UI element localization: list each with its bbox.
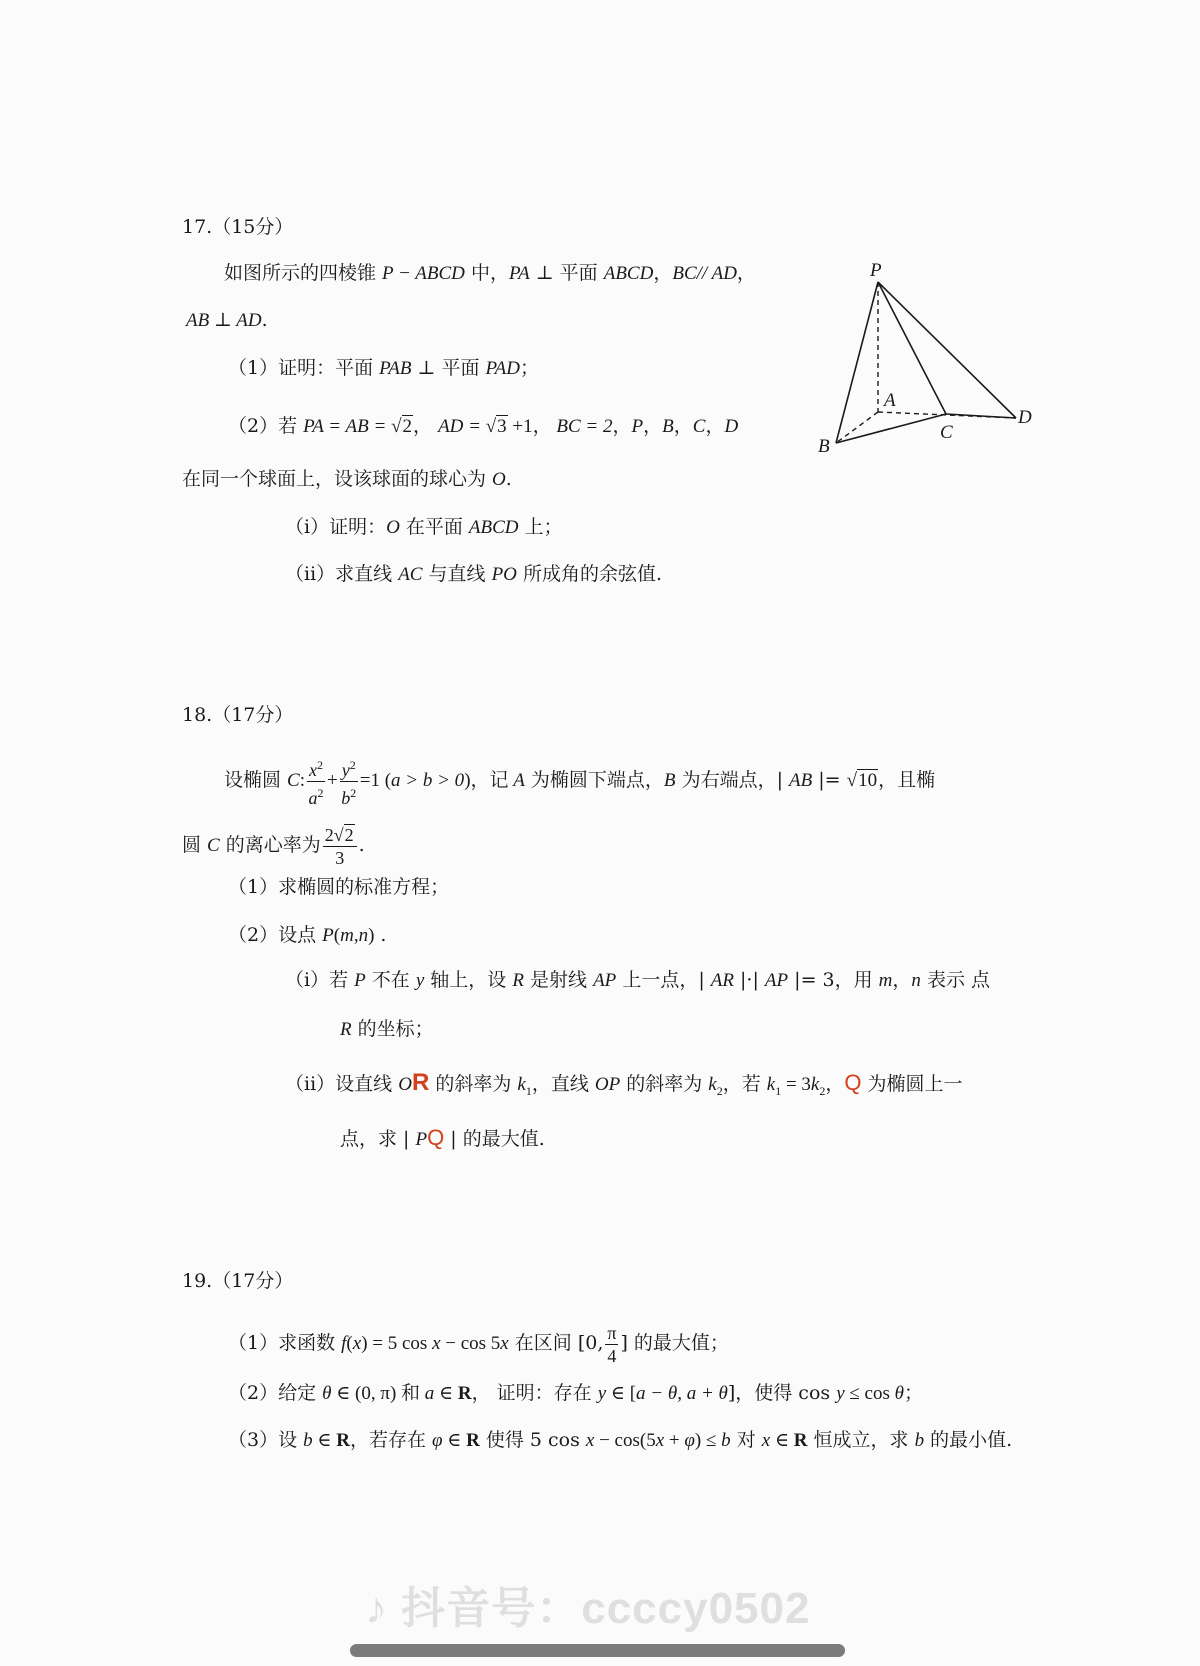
- q17-sub-i: （ⅰ）证明：O 在平面 ABCD 上；: [285, 516, 563, 538]
- q19-part2: （2）给定 θ ∈ (0, π) 和 a ∈ R， 证明：存在 y ∈ [a − θ, a + θ]，使得 cos y ≤ cos θ；: [228, 1382, 923, 1404]
- q18-stem-line2: 圆 C 的离心率为 $\frac{2√2}{3}$ .: [182, 824, 365, 868]
- handwritten-q2: Q: [427, 1125, 445, 1150]
- q19-heading: 19.（17分）: [182, 1270, 294, 1292]
- label-p: P: [870, 260, 882, 281]
- q18-part2: （2）设点 P(m,n) .: [228, 924, 387, 946]
- q17-stem-line1: 如图所示的四棱锥 P − ABCD 中，PA ⊥ 平面 ABCD，BC// AD，: [224, 262, 756, 284]
- q17-part2-cont: 在同一个球面上，设该球面的球心为 O.: [182, 468, 512, 490]
- q18-sub-i: （ⅰ）若 P 不在 y 轴上，设 R 是射线 AP 上一点，| AR |·| AP |= 3，用 m，n 表示 点: [285, 969, 990, 991]
- q18-sub-i-cont: R 的坐标；: [340, 1018, 434, 1040]
- label-b: B: [818, 436, 830, 457]
- douyin-watermark: ♪ 抖音号：ccccy0502: [365, 1584, 811, 1633]
- fraction-x2-a2: $\frac{x^2}{a^2}$: [307, 754, 325, 809]
- handwritten-r: R: [411, 1069, 430, 1096]
- edge-ad: [878, 412, 1016, 418]
- q17-stem-line2: AB ⊥ AD.: [186, 309, 268, 331]
- q17-sub-ii: （ⅱ）求直线 AC 与直线 PO 所成角的余弦值.: [285, 563, 662, 585]
- q18-stem-line1: 设椭圆 C: $\frac{x^2}{a^2}$ + $\frac{y^2}{b^2}$ =1 (a > b > 0)，记 A 为椭圆下端点，B 为右端点，| AB |= √10，且椭: [224, 750, 935, 811]
- pyramid-figure: [800, 252, 1040, 472]
- fraction-eccentricity: $\frac{2√2}{3}$: [323, 824, 357, 869]
- q19-part3: （3）设 b ∈ R，若存在 φ ∈ R 使得 5 cos x − cos(5x + φ) ≤ b 对 x ∈ R 恒成立，求 b 的最小值.: [228, 1429, 1013, 1451]
- home-indicator[interactable]: [350, 1644, 845, 1657]
- edge-bc: [836, 414, 946, 443]
- q18-heading: 18.（17分）: [182, 704, 294, 726]
- q17-part2: （2）若 PA = AB = √2， AD = √3 +1， BC = 2，P，B，C，D: [228, 415, 739, 437]
- handwritten-q: Q: [844, 1070, 862, 1095]
- q17-heading: 17.（15分）: [182, 216, 294, 238]
- label-d: D: [1018, 407, 1032, 428]
- q17-part1: （1）证明：平面 PAB ⊥ 平面 PAD；: [228, 357, 540, 379]
- fraction-y2-b2: $\frac{y^2}{b^2}$: [340, 754, 358, 809]
- edge-pd: [878, 282, 1016, 418]
- q18-sub-ii-cont: 点，求 | PQ | 的最大值.: [340, 1125, 545, 1150]
- q18-sub-ii: （ⅱ）设直线 OR 的斜率为 $k_1$，直线 OP 的斜率为 $k_2$，若 $k_1 = 3k_2$，Q 为椭圆上一: [285, 1069, 963, 1098]
- label-c: C: [940, 422, 953, 443]
- q19-part1: （1）求函数 f(x) = 5 cos x − cos 5x 在区间 [0, $\frac{\pi}{4}$ ] 的最大值；: [228, 1322, 729, 1366]
- label-a: A: [884, 390, 896, 411]
- fraction-pi-4: $\frac{\pi}{4}$: [607, 1322, 617, 1366]
- edge-pb: [836, 282, 878, 443]
- q18-part1: （1）求椭圆的标准方程；: [228, 876, 450, 898]
